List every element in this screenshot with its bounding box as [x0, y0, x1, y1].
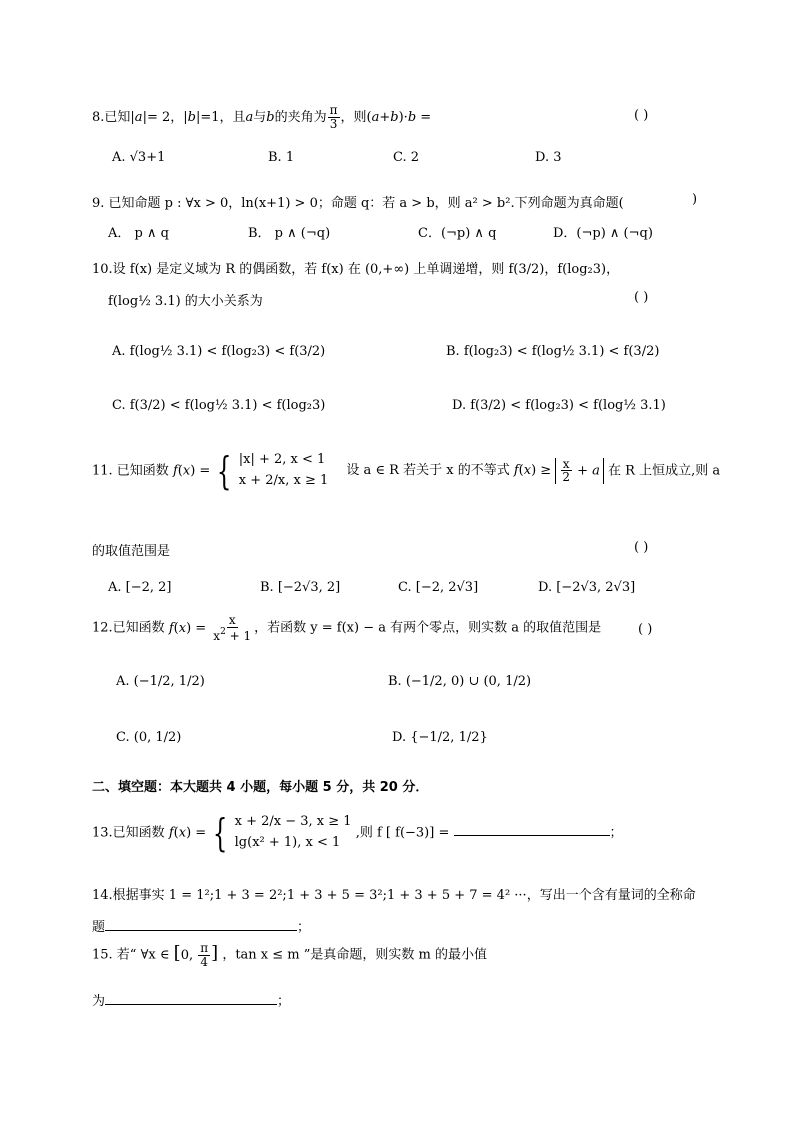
q9-option-b[interactable]: B． p ∧ (¬q) — [248, 226, 331, 241]
q12-option-d[interactable]: D. {−1/2, 1/2} — [392, 730, 488, 745]
q12-option-c[interactable]: C. (0, 1/2) — [116, 730, 182, 745]
question-11: 11. 已知函数 f(x) = { |x| + 2, x < 1 x + 2/x, x ≥ 1 设 a ∈ R 若关于 x 的不等式 f(x) ≥ $\frac{x}{2}$ + a 在 R 上恒成立,则 a — [92, 448, 721, 493]
q14-answer-blank[interactable] — [105, 918, 297, 931]
q10-option-c[interactable]: C. f(3/2) < f(log½ 3.1) < f(log₂3) — [112, 398, 326, 413]
question-13: 13.已知函数 f(x) = { x + 2/x − 3, x ≥ 1 lg(x² + 1), x < 1 ,则 f [ f(−3)] = ； — [92, 810, 623, 855]
q11-option-c[interactable]: C. [−2, 2√3] — [398, 580, 479, 595]
q15-answer-blank[interactable] — [105, 992, 277, 1005]
q11-stem-line2: 的取值范围是 — [92, 544, 171, 559]
q13-answer-blank[interactable] — [454, 823, 610, 836]
q11-case-1: |x| + 2, x < 1 — [238, 452, 326, 467]
q10-option-b[interactable]: B. f(log₂3) < f(log½ 3.1) < f(3/2) — [446, 344, 660, 359]
q9-answer-paren: ) — [692, 192, 698, 207]
q10-stem-line2: f(log½ 3.1) 的大小关系为 — [108, 294, 263, 309]
q8-option-a[interactable]: A. √3+1 — [112, 150, 166, 165]
q8-option-c[interactable]: C. 2 — [393, 150, 420, 165]
q11-middle: 设 a ∈ R 若关于 x 的不等式 — [346, 463, 510, 479]
q11-prefix: 11. 已知函数 — [92, 463, 169, 479]
section-2-title: 二、填空题：本大题共 4 小题，每小题 5 分，共 20 分． — [92, 780, 429, 795]
question-15-line2: 为 ； — [92, 994, 291, 1009]
q12-prefix: 12.已知函数 — [92, 620, 165, 636]
q10-stem-line1: 10.设 f(x) 是定义域为 R 的偶函数，若 f(x) 在 (0,+∞) 上单调递增，则 f(3/2)，f(log₂3)， — [92, 262, 620, 277]
q10-answer-paren: ( ) — [634, 290, 649, 305]
q11-suffix: 在 R 上恒成立,则 a — [608, 463, 721, 479]
question-15: 15. 若“ ∀x ∈ [0, $\frac{\pi}{4}$ ] ，tan x ≤ m ”是真命题，则实数 m 的最小值 — [92, 941, 487, 969]
q14-stem-line1: 14.根据事实 1 = 1²;1 + 3 = 2²;1 + 3 + 5 = 3²;1 + 3 + 5 + 7 = 4² ···，写出一个含有量词的全称命 — [92, 888, 696, 903]
q11-option-a[interactable]: A. [−2, 2] — [108, 580, 172, 595]
q11-case-2: x + 2/x, x ≥ 1 — [238, 472, 329, 488]
q8-option-b[interactable]: B. 1 — [268, 150, 295, 165]
q12-stem: ，若函数 y = f(x) − a 有两个零点，则实数 a 的取值范围是 — [254, 620, 602, 636]
q9-option-d[interactable]: D．(¬p) ∧ (¬q) — [553, 226, 653, 241]
q13-case-2: lg(x² + 1), x < 1 — [234, 834, 341, 850]
question-8 — [92, 104, 702, 130]
q13-case-1: x + 2/x − 3, x ≥ 1 — [234, 814, 352, 829]
q8-answer-paren: ( ) — [634, 108, 649, 123]
q9-stem: 9. 已知命题 p : ∀x > 0，ln(x+1) > 0；命题 q：若 a > b，则 a² > b².下列命题为真命题( — [92, 196, 624, 211]
q13-suffix: ,则 f [ f(−3)] = — [355, 825, 450, 841]
q12-option-b[interactable]: B. (−1/2, 0) ∪ (0, 1/2) — [388, 674, 532, 689]
question-12: 12.已知函数 f(x) = $\frac{x}{x^2 + 1}$ ，若函数 y = f(x) − a 有两个零点，则实数 a 的取值范围是 — [92, 613, 602, 643]
q10-option-a[interactable]: A. f(log½ 3.1) < f(log₂3) < f(3/2) — [112, 344, 326, 359]
q12-option-a[interactable]: A. (−1/2, 1/2) — [116, 674, 205, 689]
q11-option-d[interactable]: D. [−2√3, 2√3] — [538, 580, 636, 595]
left-brace-icon: { — [213, 810, 228, 855]
q9-option-a[interactable]: A． p ∧ q — [108, 226, 169, 241]
question-14-line2: 题 ； — [92, 920, 311, 935]
q11-answer-paren: ( ) — [634, 540, 649, 555]
q9-option-c[interactable]: C．(¬p) ∧ q — [418, 226, 497, 241]
q13-prefix: 13.已知函数 — [92, 825, 165, 841]
q12-answer-paren: ( ) — [638, 622, 653, 637]
q8-option-d[interactable]: D. 3 — [535, 150, 562, 165]
q8-stem: 8.已知|a|= 2，|b|=1，且a与b的夹角为 $\frac{\pi}{3}$ ，则(a+b)·b = — [92, 103, 432, 131]
q11-option-b[interactable]: B. [−2√3, 2] — [260, 580, 341, 595]
left-brace-icon: { — [217, 448, 232, 493]
q10-option-d[interactable]: D. f(3/2) < f(log₂3) < f(log½ 3.1) — [452, 398, 666, 413]
